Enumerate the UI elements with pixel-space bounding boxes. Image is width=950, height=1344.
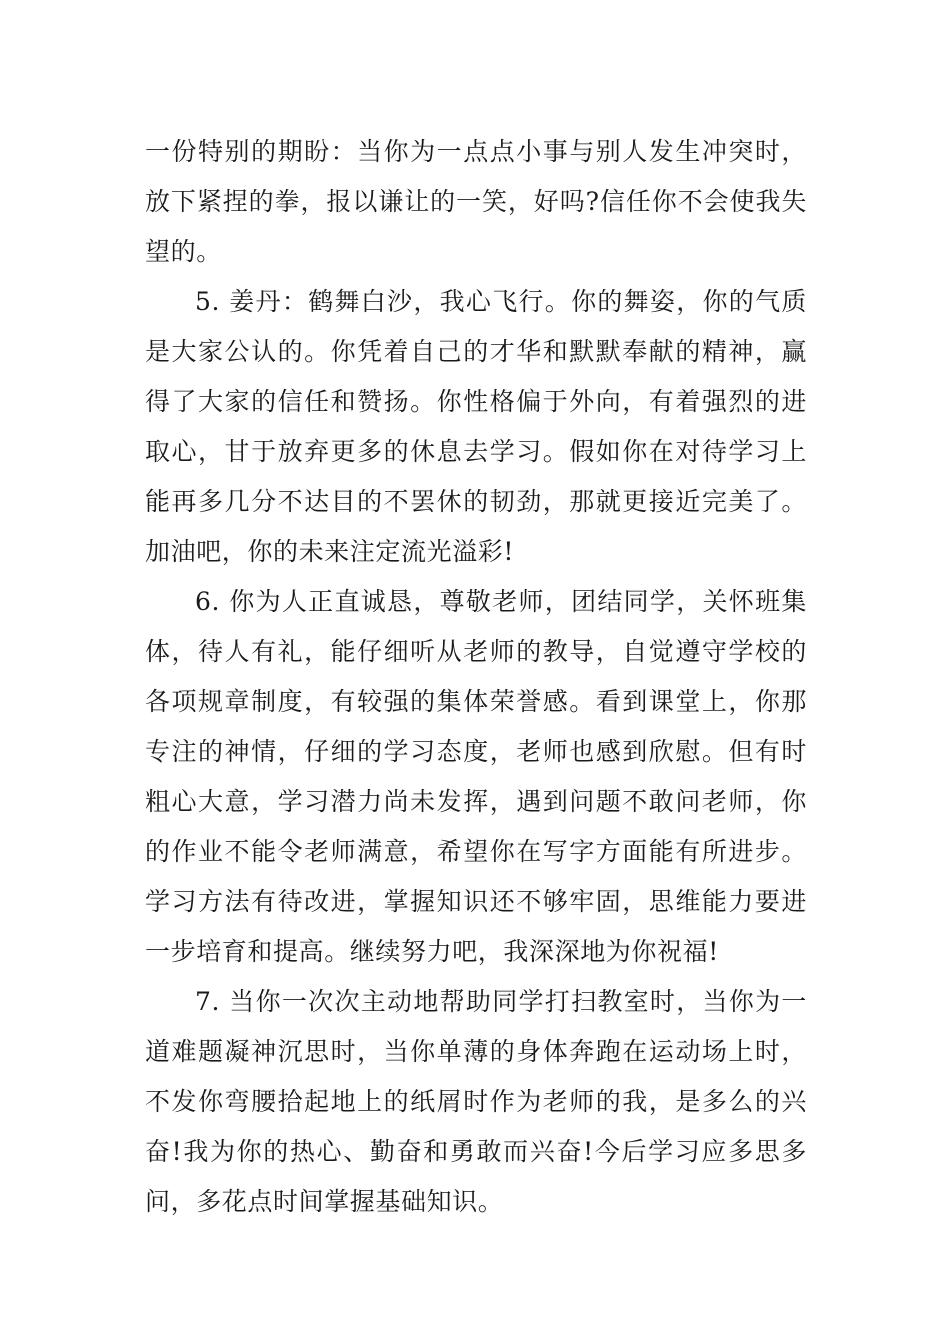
document-body <box>145 127 807 1227</box>
paragraph-continuation: 一份特别的期盼：当你为一点点小事与别人发生冲突时，放下紧捏的拳，报以谦让的一笑，好吗?信任你不会使我失望的。 <box>145 137 807 266</box>
paragraph-item-5: 5. 姜丹：鹤舞白沙，我心飞行。你的舞姿，你的气质是大家公认的。你凭着自己的才华和默默奉献的精神，赢得了大家的信任和赞扬。你性格偏于外向，有着强烈的进取心，甘于放弃更多的休息去学习。假如你在对待学习上能再多几分不达目的不罢休的韧劲，那就更接近完美了。加油吧，你的未来注定流光溢彩! <box>145 287 807 566</box>
paragraph-item-7: 7. 当你一次次主动地帮助同学打扫教室时，当你为一道难题凝神沉思时，当你单薄的身体奔跑在运动场上时，不发你弯腰拾起地上的纸屑时作为老师的我，是多么的兴奋!我为你的热心、勤奋和勇敢而兴奋!今后学习应多思多问，多花点时间掌握基础知识。 <box>145 987 807 1216</box>
paragraph-item-6: 6. 你为人正直诚恳，尊敬老师，团结同学，关怀班集体，待人有礼，能仔细听从老师的教导，自觉遵守学校的各项规章制度，有较强的集体荣誉感。看到课堂上，你那专注的神情，仔细的学习态度，老师也感到欣慰。但有时粗心大意，学习潜力尚未发挥，遇到问题不敢问老师，你的作业不能令老师满意，希望你在写字方面能有所进步。学习方法有待改进，掌握知识还不够牢固，思维能力要进一步培育和提高。继续努力吧，我深深地为你祝福! <box>145 587 807 966</box>
